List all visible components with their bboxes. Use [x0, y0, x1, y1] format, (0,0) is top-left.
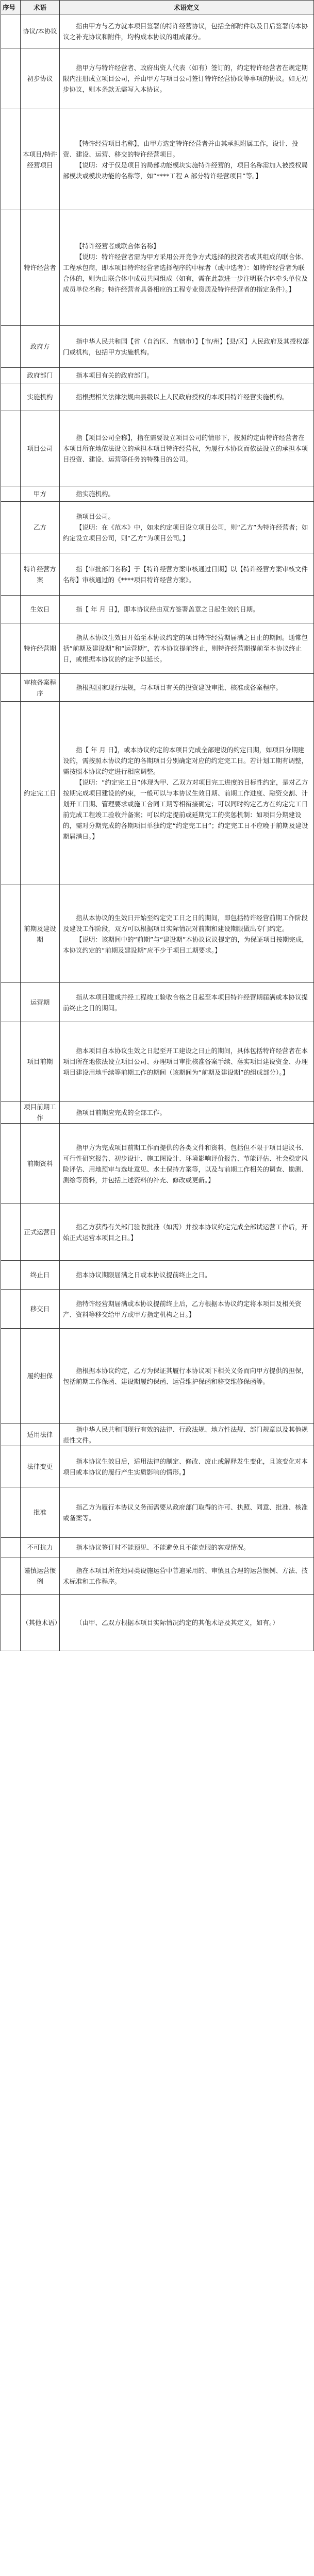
term-cell: 审核备案程序 [21, 674, 60, 702]
table-row [1, 702, 314, 885]
definition-paragraph: 指从本项目建成并经工程竣工验收合格之日起至本项目特许经营期届满或本协议提前终止之日的期间。 [63, 993, 308, 1012]
term-cell: 履约担保 [21, 1329, 60, 1423]
table-row [1, 1261, 314, 1290]
table-row [1, 1595, 314, 1651]
definition-paragraph: 指【 年 月 日】，即本协议经由双方签署盖章之日起生效的日期。 [76, 605, 259, 613]
table-row [1, 1423, 314, 1446]
row-number [1, 1124, 21, 1204]
definition-paragraph: 指项目公司。 [76, 513, 115, 520]
term-cell: 终止日 [21, 1261, 60, 1290]
definition-paragraph: 【说明：特许经营者需为甲方采用公开竞争方式选择的投资者或其组成的联合体、工程承包商，即本项目特许经营者选择程序的中标者（或中选者）：如特许经营者为联合体的，则为由联合体中成员共同组成（如有，需在此款进一步注明联合体牵头单位及成员单位名称；特许经营者具备相应的工程专业资质及特许经营者的指定条件）。】 [63, 253, 308, 293]
term-cell: 特许经营期 [21, 623, 60, 674]
definition-cell [60, 1124, 314, 1204]
definition-cell [60, 1204, 314, 1261]
definition-cell [60, 1446, 314, 1487]
row-number [1, 1487, 21, 1538]
row-number [1, 326, 21, 368]
definition-cell [60, 623, 314, 674]
definition-cell [60, 702, 314, 885]
definition-cell [60, 1487, 314, 1538]
table-body [1, 14, 314, 1651]
term-cell: 谨慎运营惯例 [21, 1557, 60, 1595]
table-row [1, 674, 314, 702]
definition-paragraph: 指本项目有关的政府部门。 [76, 371, 154, 379]
definition-paragraph: 指本项目自本协议生效之日起至开工建设之日止的期间，具体包括特许经营者在本项目所在地依法设立项目公司、办理项目审批核准备案手续、落实项目建设资金、办理项目建设用地手续等前期工作的期间（该期间为“前期及建设期”的组成部分）。】 [63, 1047, 308, 1076]
term-cell: 政府部门 [21, 368, 60, 383]
definition-paragraph: 指特许经营期届满或本协议提前终止后，乙方根据本协议约定将本项目及相关资产、资料等移交给甲方或甲方指定机构之日。】 [63, 1299, 302, 1318]
definition-paragraph: 指在本项目所在地同类设施运营中普遍采用的、审慎且合理的运营惯例、方法、技术标准和工作程序。 [63, 1566, 308, 1585]
row-number [1, 48, 21, 109]
row-number [1, 623, 21, 674]
term-cell: 项目前期 [21, 1022, 60, 1101]
definition-cell [60, 1261, 314, 1290]
definition-paragraph: 指【审批部门名称】于【特许经营方案审核通过日期】以【特许经营方案审核文件名称】审核通过的《****项目特许经营方案》。 [63, 565, 308, 584]
term-cell: 生效日 [21, 596, 60, 623]
definition-cell [60, 1101, 314, 1124]
table-row [1, 1022, 314, 1101]
row-number [1, 1022, 21, 1101]
term-cell: 适用法律 [21, 1423, 60, 1446]
definition-paragraph: 【说明：该期间中的“前期”与“建设期”本协议议议提定的，为保证项目按期完成，本协议约定的“前期及建设期”应不少于项目工期要求。】 [63, 935, 308, 954]
table-row [1, 368, 314, 383]
row-number [1, 1329, 21, 1423]
term-cell: 前期及建设期 [21, 885, 60, 983]
definition-paragraph: 指【 年 月 日】，或本协议约定的本项目完成全部建设的约定日期，如项目分期建设的，需按照本协议约定的各期项目分别确定对应的约定完工日。若计划工期有调整，需按照本协议约定进行相应调整。 [63, 746, 308, 775]
row-number [1, 1204, 21, 1261]
definition-cell [60, 14, 314, 48]
definition-cell [60, 109, 314, 210]
definition-paragraph: 指甲方与特许经营者、政府出资人代表（如有）签订的，约定特许经营者在规定期限内注册成立项目公司，并由甲方与项目公司签订特许经营协议等事项的协议。如无初步协议，则本条款无需写入本协议。 [63, 64, 308, 93]
row-number [1, 674, 21, 702]
row-number [1, 702, 21, 885]
row-number [1, 983, 21, 1022]
term-cell: 运营期 [21, 983, 60, 1022]
table-row [1, 885, 314, 983]
definition-cell [60, 596, 314, 623]
row-number [1, 1446, 21, 1487]
table-row [1, 502, 314, 553]
term-cell: 本项目/特许经营项目 [21, 109, 60, 210]
definition-paragraph: 【说明：对于仅是项目的局部功能模块实施特许经营的，项目名称需加入被授权局部模块或模块功能的名称等，如“****工程 A 部分特许经营项目”等。】 [63, 161, 308, 180]
table-row [1, 14, 314, 48]
definition-cell [60, 383, 314, 411]
table-row [1, 1329, 314, 1423]
row-number [1, 486, 21, 502]
definition-paragraph: 指从本协议生效日开始至本协议约定的项目特许经营期届满之日止的期间。通常包括“前期及建设期”和“运营期”，若本协议提前终止，则特许经营期提前至本协议终止日，或根据本协议的约定予以延长。 [63, 634, 308, 663]
definition-cell [60, 1290, 314, 1329]
definition-cell [60, 1022, 314, 1101]
definition-paragraph: 指乙方为履行本协议义务而需要从政府部门取得的许可、执照、同意、批准、核准或备案等。 [63, 1503, 308, 1522]
term-cell: 不可抗力 [21, 1538, 60, 1557]
row-number [1, 411, 21, 486]
table-header-row [1, 1, 314, 14]
term-cell: 项目前期工作 [21, 1101, 60, 1124]
row-number [1, 383, 21, 411]
definition-paragraph: 指由甲方与乙方就本项目签署的特许经营协议，包括全部附件以及日后签署的本协议之补充协议和附件，均构成本协议的组成部分。 [63, 22, 308, 41]
definition-cell [60, 1329, 314, 1423]
header-number: 序号 [1, 1, 21, 14]
definition-cell [60, 1595, 314, 1651]
table-row [1, 411, 314, 486]
definition-cell [60, 486, 314, 502]
definition-paragraph: 【特许经营项目名称】，由甲方选定特许经营者并由其承担附属工作，设计、投资、建设、运营、移交的特许经营项目。 [63, 139, 299, 158]
term-cell: 约定完工日 [21, 702, 60, 885]
header-definition: 术语定义 [60, 1, 314, 14]
definition-paragraph: 【特许经营者成联合体名称】 [76, 242, 160, 250]
table-row [1, 1487, 314, 1538]
table-row [1, 553, 314, 596]
term-cell: 项目公司 [21, 411, 60, 486]
definition-cell [60, 674, 314, 702]
definition-paragraph: 指根据国家现行法规，与本项目有关的投资建设审批、核准或备案程序。 [76, 684, 283, 691]
table-row [1, 1290, 314, 1329]
row-number [1, 1557, 21, 1595]
table-row [1, 1124, 314, 1204]
definition-paragraph: 指甲方为完成项目前期工作而提供的各类文件和资料，包括但不限于项目建议书、可行性研究报告、初步设计、施工图设计、环境影响评价报告、节能评估、社会稳定风险评估、用地预审与选址意见、水土保持方案等，以及与前期工作相关的调查、勘测、测绘等资料，并包括上述资料的补充、修改或更新。】 [63, 1143, 308, 1184]
definition-paragraph: 指根据本协议约定，乙方为保证其履行本协议项下相关义务而向甲方提供的担保，包括前期工作保函、建设期履约保函、运营维护保函和移交维修保函等。 [63, 1366, 308, 1385]
table-row [1, 1101, 314, 1124]
row-number [1, 596, 21, 623]
definition-cell [60, 885, 314, 983]
term-cell: 协议/本协议 [21, 14, 60, 48]
row-number [1, 1423, 21, 1446]
definition-paragraph: 指本协议签订时不能预见、不能避免且不能克服的客观情况。 [76, 1544, 250, 1551]
term-cell: 特许经营者 [21, 210, 60, 326]
row-number [1, 1538, 21, 1557]
term-cell: 前期资料 [21, 1124, 60, 1204]
table-row [1, 1204, 314, 1261]
term-cell: 政府方 [21, 326, 60, 368]
row-number [1, 109, 21, 210]
definition-paragraph: 【说明：在《范本》中，如未约定项目设立项目公司，则“乙方”为特许经营者；如约定设立项目公司，则“乙方”为项目公司。】 [63, 523, 308, 542]
table-row [1, 1538, 314, 1557]
table-row [1, 109, 314, 210]
term-cell: 初步协议 [21, 48, 60, 109]
table-row [1, 486, 314, 502]
term-cell: （其他术语） [21, 1595, 60, 1651]
term-cell: 移交日 [21, 1290, 60, 1329]
row-number [1, 502, 21, 553]
definition-paragraph: 指本协议生效日后，适用法律的制定、修改、废止或解释发生变化，且该变化对本项目或本协议的履行产生实质影响的情形。】 [63, 1457, 308, 1476]
row-number [1, 14, 21, 48]
definition-paragraph: 【说明：“约定完工日”体现为甲、乙双方对项目完工进度的目标性约定，是对乙方按期完成项目建设的约束，一般可以与本协议生效日期、前期工作进度、融资交割、计划开工日期、管理要求或施工合同工期等相衔接确定；可以同时约定乙方在约定完工日前完成工程竣工验收并备案；可以约定提前或延期完工的奖惩机制：如项目分期建设的，需对分期完成的各期项目单独约定“约定完工日”；约定完工日不应晚于前期及建设期届满日。】 [63, 778, 308, 840]
definition-cell [60, 368, 314, 383]
definition-paragraph: 指乙方获得有关部门验收批准（如需）并按本协议约定完成全部试运营工作后，开始正式运营本项目之日。】 [63, 1223, 308, 1242]
definition-paragraph: 指从本协议的生效日开始至约定完工日之日的期间，即包括特许经营前期工作阶段及建设工作阶段，双方可以根据项目实际情况对前期和建设期限做出专门约定。 [63, 913, 308, 933]
definition-paragraph: 指本协议期限届满之日或本协议提前终止之日。 [76, 1271, 211, 1279]
definition-cell [60, 326, 314, 368]
row-number [1, 368, 21, 383]
row-number [1, 1261, 21, 1290]
row-number [1, 1595, 21, 1651]
table-row [1, 383, 314, 411]
definition-cell [60, 1538, 314, 1557]
term-cell: 批准 [21, 1487, 60, 1538]
definition-cell [60, 983, 314, 1022]
row-number [1, 885, 21, 983]
term-cell: 甲方 [21, 486, 60, 502]
table-row [1, 48, 314, 109]
term-cell: 实施机构 [21, 383, 60, 411]
definition-paragraph: （由甲、乙双方根据本项目实际情况约定的其他术语及其定义，如有。） [76, 1619, 279, 1626]
definition-paragraph: 指【项目公司全称】，指在需要设立项目公司的情形下，按照约定由特许经营者在本项目所在地依法设立的承担本项目特许经营权，为履行本协议而依法设立的承担本项目投资、建设、运营等任务的特殊目的公司。 [63, 434, 308, 463]
definition-cell [60, 411, 314, 486]
definition-cell [60, 553, 314, 596]
definition-paragraph: 指中华人民共和国现行有效的法律、行政法规、地方性法规、部门规章以及其他规范性文件。 [63, 1425, 308, 1444]
table-row [1, 1446, 314, 1487]
definition-cell [60, 1423, 314, 1446]
definition-cell [60, 1557, 314, 1595]
definition-paragraph: 指项目前期应完成的全部工作。 [76, 1108, 167, 1116]
definition-cell [60, 210, 314, 326]
term-cell: 正式运营日 [21, 1204, 60, 1261]
row-number [1, 1101, 21, 1124]
header-term: 术语 [21, 1, 60, 14]
row-number [1, 210, 21, 326]
table-row [1, 326, 314, 368]
definition-paragraph: 指中华人民共和国【省（自治区、直辖市）】【市/州】【县/区】人民政府及其授权部门或机构，包括甲方实施机构。 [63, 337, 309, 356]
terms-table [1, 0, 314, 1651]
definition-paragraph: 指根据相关法律法规由县级以上人民政府授权的本项目特许经营实施机构。 [76, 393, 289, 401]
table-row [1, 983, 314, 1022]
definition-paragraph: 指实施机构。 [76, 490, 115, 498]
term-cell: 特许经营方案 [21, 553, 60, 596]
table-row [1, 623, 314, 674]
row-number [1, 1290, 21, 1329]
table-row [1, 1557, 314, 1595]
table-row [1, 596, 314, 623]
definition-cell [60, 502, 314, 553]
table-row [1, 210, 314, 326]
definition-cell [60, 48, 314, 109]
term-cell: 乙方 [21, 502, 60, 553]
term-cell: 法律变更 [21, 1446, 60, 1487]
row-number [1, 553, 21, 596]
